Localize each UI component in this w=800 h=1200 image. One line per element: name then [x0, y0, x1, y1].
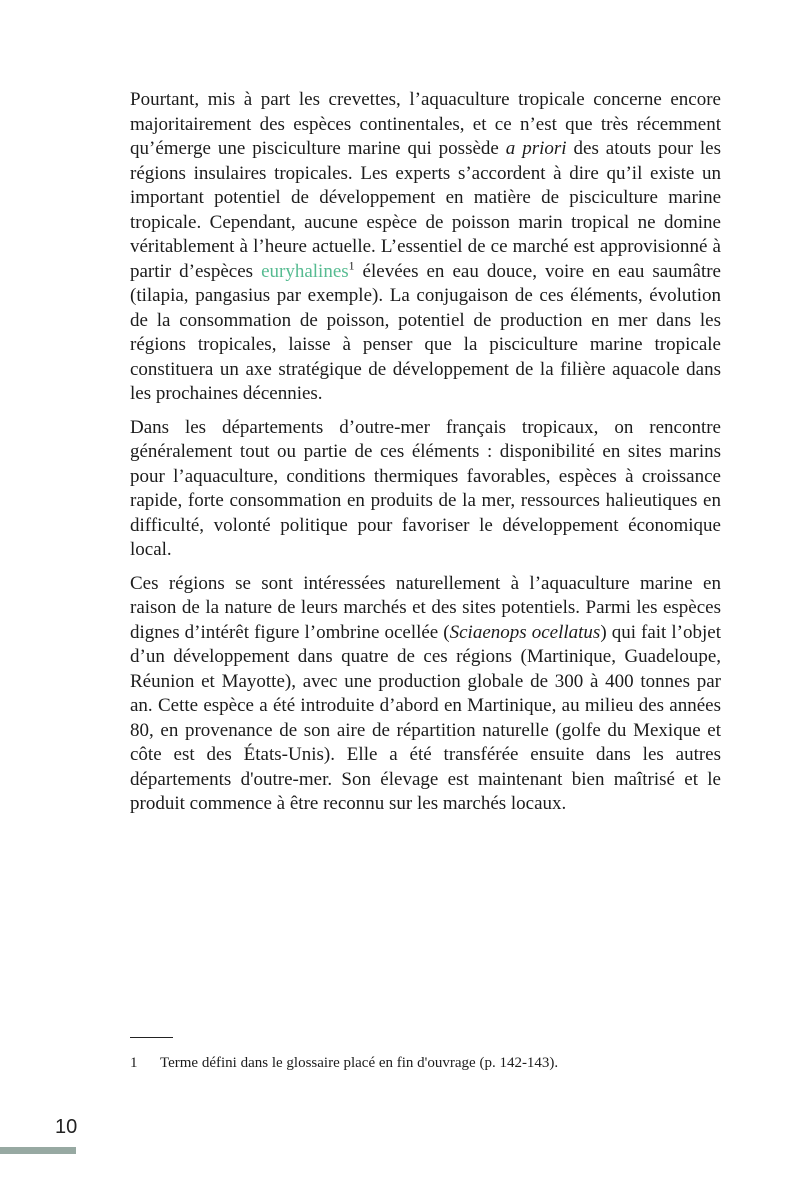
page-number: 10	[55, 1116, 78, 1138]
text-run: Sciaenops ocellatus	[449, 621, 601, 643]
text-run: ) qui fait l’objet d’un développement dans quatre de ces régions (Martinique, Guadeloupe, Réunion et Mayotte), avec une production globale de 300 à 400 tonnes par an. Cette espèce a été introduite d’abord en Martinique, au milieu des années 80, en provenance de son aire de répartition naturelle (golfe du Mexique et côte est des États-Unis). Elle a été transférée ensuite dans les autres départements d'outre-mer. Son élevage est maintenant bien maîtrisé et le produit commence à être reconnu sur les marchés locaux.	[130, 621, 721, 814]
footnote-separator-rule	[130, 1037, 173, 1038]
paragraph-2	[130, 416, 721, 563]
text-run: Dans les départements d’outre-mer français tropicaux, on rencontre généralement tout ou partie de ces éléments : disponibilité en sites marins pour l’aquaculture, conditions thermiques favorables, espèces à croissance rapide, forte consommation en produits de la mer, ressources halieutiques en difficulté, volonté politique pour favoriser le développement économique local.	[130, 416, 721, 560]
text-run: 1	[348, 259, 355, 273]
footnote-marker: 1	[130, 1055, 138, 1071]
glossary-term-link[interactable]: euryhalines	[261, 260, 349, 282]
footnote-text: Terme défini dans le glossaire placé en fin d'ouvrage (p. 142-143).	[160, 1055, 559, 1071]
footer-bar-decoration	[0, 1147, 76, 1154]
text-run: Ces régions se sont intéressées naturellement à l’aquaculture marine en raison de la nature de leurs marchés et des sites potentiels. Parmi les espèces dignes d’intérêt figure l’ombrine ocellée (	[130, 572, 721, 643]
body-text	[130, 88, 721, 826]
text-run: des atouts pour les régions insulaires tropicales. Les experts s’accordent à dire qu’il existe un important potentiel de développement en matière de pisciculture marine tropicale. Cependant, aucune espèce de poisson marin tropical ne domine véritablement à l’heure actuelle. L’essentiel de ce marché est approvisionné à partir d’espèces	[130, 138, 721, 282]
footnote	[130, 1053, 721, 1073]
text-run: élevées en eau douce, voire en eau saumâtre (tilapia, pangasius par exemple). La conjugaison de ces éléments, évolution de la consommation de poisson, potentiel de production en mer dans les régions tropicales, laisse à penser que la pisciculture marine tropicale constituera un axe stratégique de développement de la filière aquacole dans les prochaines décennies.	[130, 260, 721, 404]
text-run: Pourtant, mis à part les crevettes, l’aquaculture tropicale concerne encore majoritairement des espèces continentales, et ce n’est que très récemment qu’émerge une pisciculture marine qui possède	[130, 89, 721, 159]
paragraph-1	[130, 88, 721, 407]
text-run: a priori	[505, 138, 567, 159]
paragraph-3	[130, 572, 721, 817]
